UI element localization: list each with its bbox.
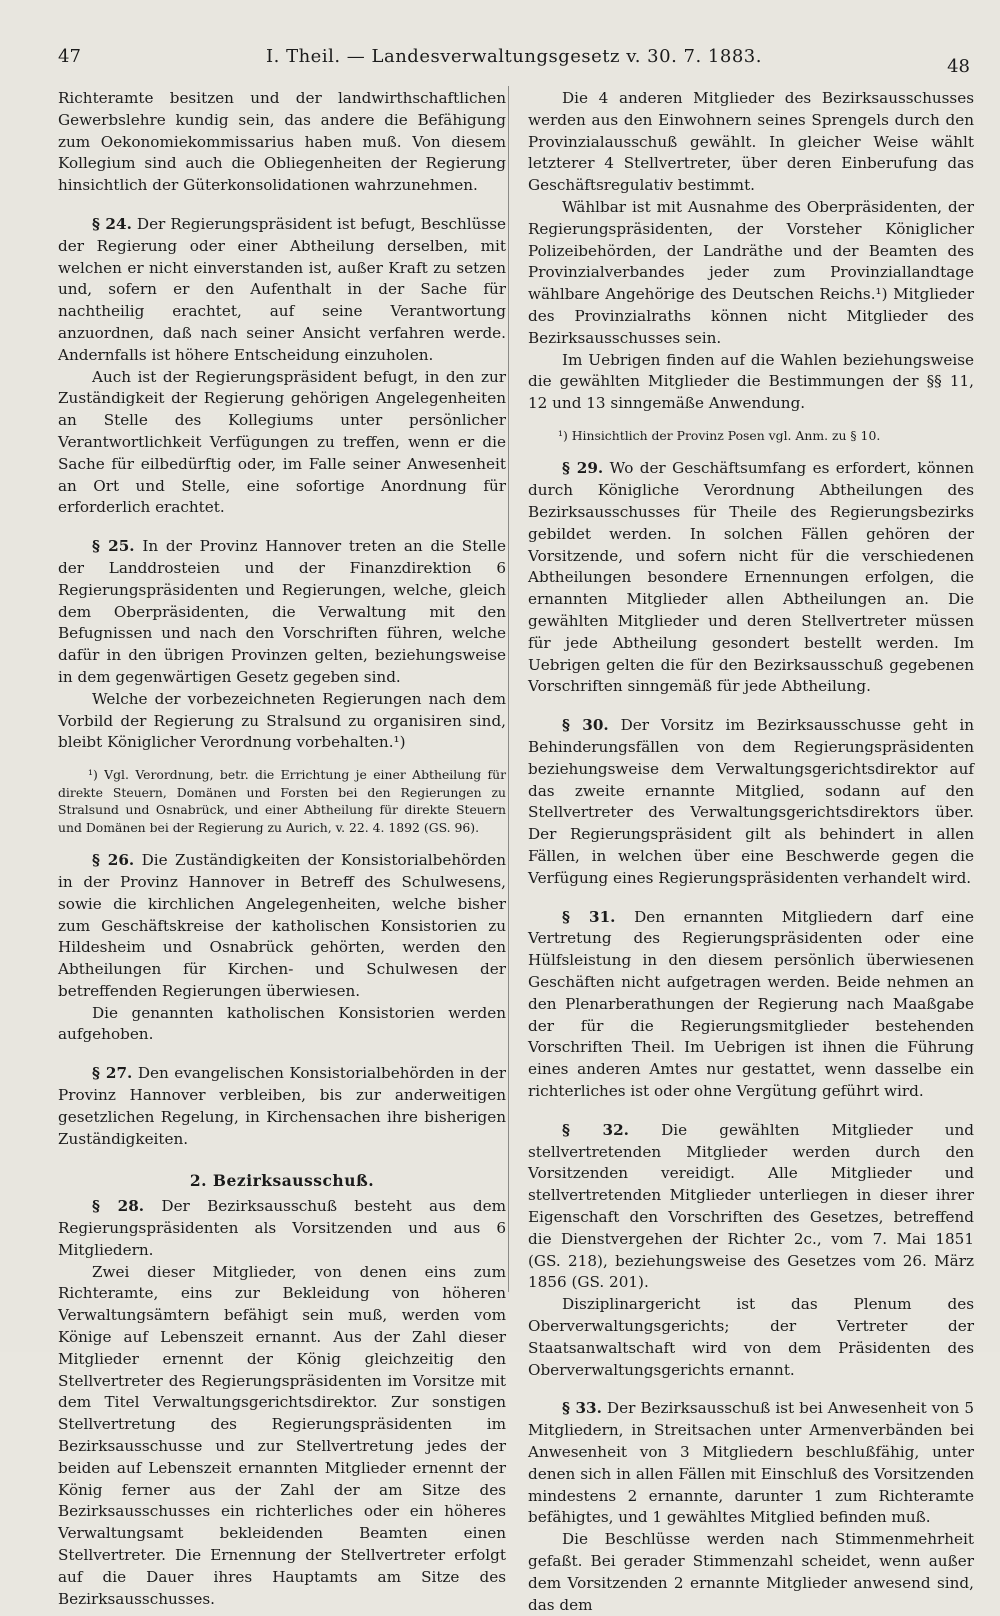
paragraph: Die 4 anderen Mitglieder des Bezirksausschusses werden aus den Einwohnern seines Sprengels durch den Provinzialausschuß gewählt. In gleicher Weise wählt letzterer 4 Stellvertreter, über deren Einberufung das Geschäftsregulativ bestimmt. (528, 89, 974, 195)
page-header (58, 46, 970, 76)
section-text: Der Regierungspräsident ist befugt, Beschlüsse der Regierung oder einer Abtheilung derselben, mit welchen er nicht einverstanden ist, außer Kraft zu setzen und, sofern er den Aufenthalt in der Sache für nachtheilig erachtet, auf seine Verantwortung anzuordnen, daß nach seiner Ansicht verfahren werde. Andernfalls ist höhere Entscheidung einzuholen. (58, 214, 507, 364)
paragraph: Disziplinargericht ist das Plenum des Oberverwaltungsgerichts; der Vertreter der Staatsanwaltschaft wird von dem Präsidenten des Oberverwaltungsgerichts ernannt. (528, 1295, 974, 1379)
section-number: § 30. (562, 716, 609, 735)
section-number: § 28. (92, 1197, 145, 1216)
section-text: Den evangelischen Konsistorialbehörden in der Provinz Hannover verbleiben, bis zur anderweitigen gesetzlichen Regelung, in Kirchensachen ihre bisherigen Zuständigkeiten. (58, 1064, 507, 1148)
paragraph: Wählbar ist mit Ausnahme des Oberpräsidenten, der Regierungspräsidenten, der Vorsteher Königlicher Polizeibehörden, der Landräthe und der Beamten des Provinzialverbandes jeder zum Provinziallandtage wählbare Angehörige des Deutschen Reichs.¹) Mitglieder des Provinzialraths können nicht Mitglieder des Bezirksausschusses sein. (528, 197, 974, 347)
section-number: § 24. (92, 214, 132, 233)
section-number: § 25. (92, 537, 135, 556)
section-text: Der Bezirksausschuß ist bei Anwesenheit von 5 Mitgliedern, in Streitsachen unter Armenverbänden bei Anwesenheit von 3 Mitgliedern beschlußfähig, unter denen sich in allen Fällen mit Einschluß des Vorsitzenden mindestens 2 ernannte, darunter 1 zum Richteramte befähigtes, und 1 gewähltes Mitglied befinden muß. (528, 1399, 975, 1527)
section-number: § 33. (562, 1399, 602, 1418)
section-number: § 31. (562, 907, 616, 926)
section-number: § 27. (92, 1064, 133, 1083)
paragraph: Die genannten katholischen Konsistorien werden aufgehoben. (58, 1003, 506, 1044)
section-25 (58, 536, 506, 689)
section-text: Den ernannten Mitgliedern darf eine Vertretung des Regierungspräsidenten oder eine Hülfsleistung in den diesem persönlich überwiesenen Geschäften nicht aufgetragen werden. Beide nehmen an den Plenarberathungen der Regierung nach Maaßgabe der für die Regierungsmitglieder bestehenden Vorschriften Theil. Im Uebrigen ist ihnen die Führung eines anderen Amtes nur gestattet, wenn dasselbe ein richterliches ist oder ohne Vergütung geführt wird. (528, 907, 974, 1100)
section-text: Der Vorsitz im Bezirksausschusse geht in Behinderungsfällen von dem Regierungspräsidenten beziehungsweise dem Verwaltungsgerichtsdirektor auf das zweite ernannte Mitglied, sodann auf den Stellvertreter des Verwaltungsgerichtsdirektors über. Der Regierungspräsident gilt als behindert in allen Fällen, in welchen über eine Beschwerde gegen die Verfügung eines Regierungspräsidenten verhandelt wird. (528, 716, 975, 887)
footnote: ¹) Hinsichtlich der Provinz Posen vgl. Anm. zu § 10. (558, 427, 881, 443)
section-text: Die Zuständigkeiten der Konsistorialbehörden in der Provinz Hannover in Betreff des Schulwesens, sowie die kirchlichen Angelegenheiten, welche bisher zum Geschäftskreise der katholischen Konsistorien zu Hildesheim und Osnabrück gehörten, werden den Abtheilungen für Kirchen- und Schulwesen der betreffenden Regierungen überwiesen. (58, 851, 507, 1000)
footnote: ¹) Vgl. Verordnung, betr. die Errichtung je einer Abtheilung für direkte Steuern, Domänen und Forsten bei den Regierungen zu Stralsund und Osnabrück, und einer Abtheilung für direkte Steuern und Domänen bei der Regierung zu Aurich, v. 22. 4. 1892 (GS. 96). (58, 767, 506, 835)
section-text: Der Bezirksausschuß besteht aus dem Regierungspräsidenten als Vorsitzenden und aus 6 Mitgliedern. (58, 1197, 507, 1259)
column-divider (508, 86, 509, 1292)
paragraph: Zwei dieser Mitglieder, von denen eins zum Richteramte, eins zur Bekleidung von höheren Verwaltungsämtern befähigt sein muß, werden vom Könige auf Lebenszeit ernannt. Aus der Zahl dieser Mitglieder ernennt der König gleichzeitig den Stellvertreter des Regierungspräsidenten im Vorsitze mit dem Titel Verwaltungsgerichtsdirektor. Zur sonstigen Stellvertretung des Regierungspräsidenten im Bezirksausschusse und zur Stellvertretung jedes der beiden auf Lebenszeit ernannten Mitglieder ernennt der König ferner aus der Zahl der am Sitze des Bezirksausschusses ein richterliches oder ein höheres Verwaltungsamt bekleidenden Beamten einen Stellvertreter. Die Ernennung der Stellvertreter erfolgt auf die Dauer ihres Hauptamts am Sitze des Bezirksausschusses. (58, 1262, 506, 1608)
section-26 (58, 850, 506, 1003)
section-31 (528, 907, 974, 1103)
paragraph: Auch ist der Regierungspräsident befugt, in den zur Zuständigkeit der Regierung gehörigen Angelegenheiten an Stelle des Kollegiums unter persönlicher Verantwortlichkeit Verfügungen zu treffen, wenn er die Sache für eilbedürftig oder, im Falle seiner Anwesenheit an Ort und Stelle, eine sofortige Anordnung für erforderlich erachtet. (58, 367, 506, 517)
section-30 (528, 715, 974, 889)
section-29 (528, 458, 974, 698)
section-24 (58, 214, 506, 367)
section-number: § 32. (562, 1120, 629, 1139)
section-27 (58, 1063, 506, 1150)
paragraph: Im Uebrigen finden auf die Wahlen beziehungsweise die gewählten Mitglieder die Bestimmungen der §§ 11, 12 und 13 sinngemäße Anwendung. (528, 350, 974, 413)
section-heading: 2. Bezirksausschuß. (189, 1171, 375, 1191)
paragraph: Welche der vorbezeichneten Regierungen nach dem Vorbild der Regierung zu Stralsund zu organisiren sind, bleibt Königlicher Verordnung vorbehalten.¹) (58, 689, 506, 752)
section-text: Die gewählten Mitglieder und stellvertretenden Mitglieder werden durch den Vorsitzenden vereidigt. Alle Mitglieder und stellvertretenden Mitglieder unterliegen in dieser ihrer Eigenschaft den Vorschriften des Gesetzes, betreffend die Dienstvergehen der Richter 2c., vom 7. Mai 1851 (GS. 218), beziehungsweise des Gesetzes vom 26. März 1856 (GS. 201). (528, 1120, 974, 1292)
section-number: § 26. (92, 851, 135, 870)
left-column (58, 88, 506, 1610)
section-32 (528, 1120, 974, 1294)
section-text: Wo der Geschäftsumfang es erfordert, können durch Königliche Verordnung Abtheilungen des Bezirksausschusses für Theile des Regierungsbezirks gebildet werden. In solchen Fällen gehören der Vorsitzende, und sofern nicht für die verschiedenen Abtheilungen besondere Ernennungen erfolgen, die ernannten Mitglieder allen Abtheilungen an. Die gewählten Mitglieder und deren Stellvertreter müssen für jede Abtheilung gesondert bestellt werden. Im Uebrigen gelten die für den Bezirksausschuß gegebenen Vorschriften sinngemäß für jede Abtheilung. (528, 459, 975, 696)
section-number: § 29. (562, 459, 604, 478)
section-28 (58, 1196, 506, 1261)
paragraph: Richteramte besitzen und der landwirthschaftlichen Gewerbslehre kundig sein, das andere die Befähigung zum Oekonomiekommissarius haben muß. Von diesem Kollegium sind auch die Obliegenheiten der Regierung hinsichtlich der Güterkonsolidationen wahrzunehmen. (58, 89, 506, 195)
section-33 (528, 1398, 974, 1529)
page-number-right: 48 (947, 56, 970, 77)
right-column (528, 88, 974, 1616)
running-title: I. Theil. — Landesverwaltungsgesetz v. 30. 7. 1883. (266, 46, 762, 67)
paragraph: Die Beschlüsse werden nach Stimmenmehrheit gefaßt. Bei gerader Stimmenzahl scheidet, wenn außer dem Vorsitzenden 2 ernannte Mitglieder anwesend sind, das dem (528, 1530, 974, 1614)
page-number-left: 47 (58, 46, 81, 67)
section-text: In der Provinz Hannover treten an die Stelle der Landdrosteien und der Finanzdirektion 6 Regierungspräsidenten und Regierungen, welche, gleich dem Oberpräsidenten, die Verwaltung mit den Befugnissen und nach den Vorschriften führen, welche dafür in den übrigen Provinzen gelten, beziehungsweise in dem gegenwärtigen Gesetz gegeben sind. (58, 537, 507, 686)
